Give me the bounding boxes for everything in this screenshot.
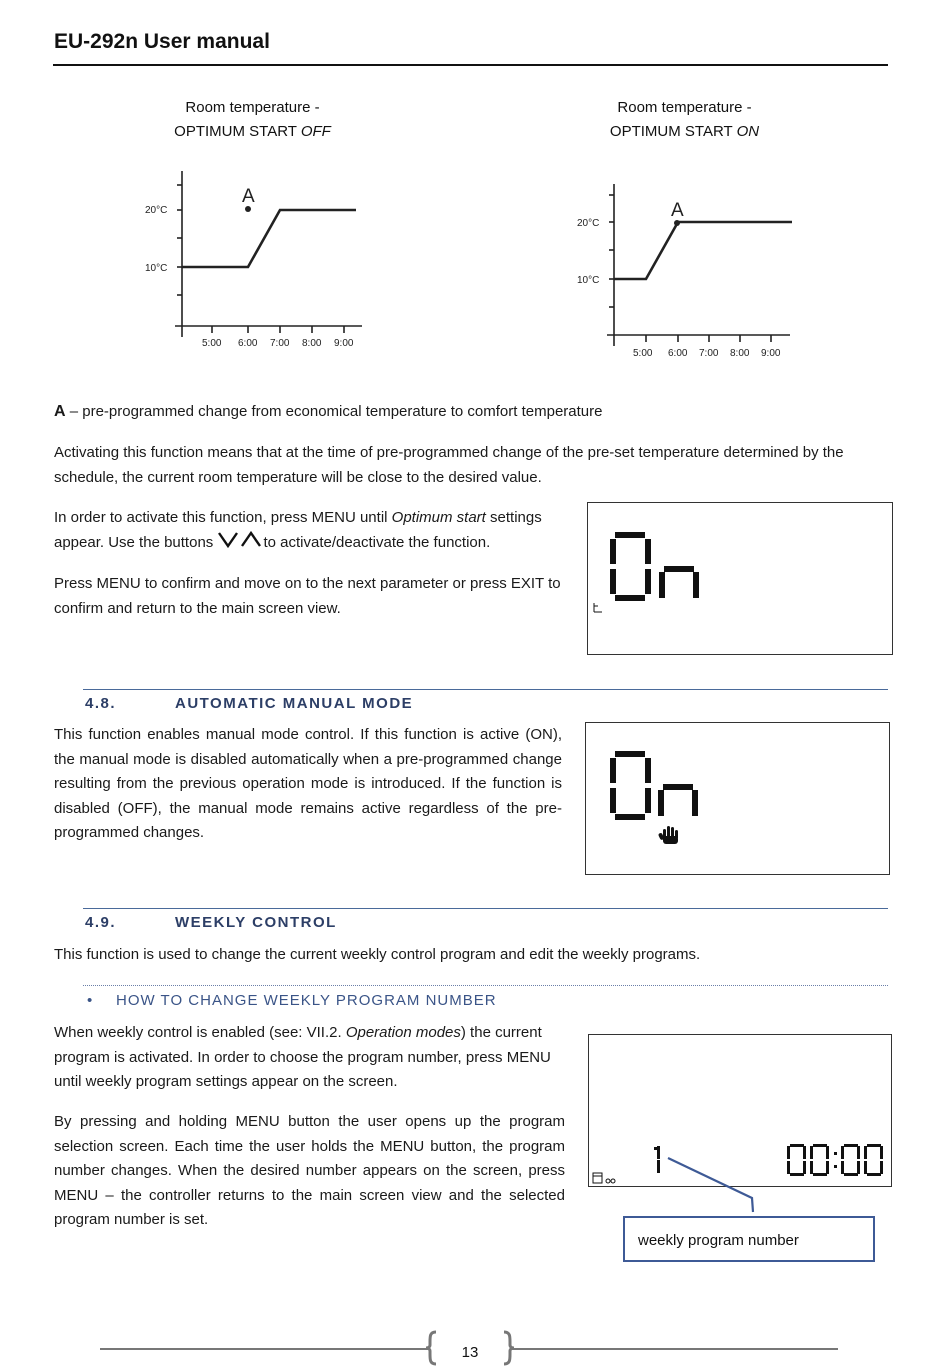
section-48-body: This function enables manual mode control. If this function is active (ON), the manual mode is disabled automatically when a pre-programmed change resulting from the previous operation mode is introduced. If the function is disabled (OFF), the manual mode remains active regardless of the pre-programmed changes. bbox=[54, 726, 562, 841]
subsection-bullet: • bbox=[87, 992, 94, 1009]
temperature-line bbox=[614, 222, 792, 279]
y-tick-label: 10°C bbox=[577, 275, 600, 286]
lcd-display-optimum-start bbox=[587, 502, 893, 655]
infinity-icon bbox=[606, 1179, 615, 1183]
x-tick-label: 9:00 bbox=[761, 348, 781, 359]
lcd-display-manual-mode bbox=[585, 722, 890, 875]
section-title: WEEKLY CONTROL bbox=[175, 914, 337, 931]
section-number: 4.9. bbox=[85, 914, 117, 931]
paragraph-press-menu: Press MENU to confirm and move on to the next parameter or press EXIT to confirm and return to the main screen view. bbox=[54, 575, 561, 617]
y-tick-label: 10°C bbox=[145, 263, 168, 274]
lcd-on-digits bbox=[586, 723, 889, 874]
x-tick-label: 8:00 bbox=[302, 338, 322, 349]
x-tick-label: 6:00 bbox=[668, 348, 688, 359]
section-number: 4.8. bbox=[85, 695, 117, 712]
lcd-time-digits bbox=[787, 1144, 883, 1176]
x-tick-label: 7:00 bbox=[699, 348, 719, 359]
section-title: AUTOMATIC MANUAL MODE bbox=[175, 695, 414, 712]
figure-right-caption-line1: Room temperature - bbox=[617, 99, 752, 116]
lcd-on-digits bbox=[588, 503, 892, 654]
figure-left-caption bbox=[130, 96, 375, 144]
callout-weekly-program-number: weekly program number bbox=[623, 1216, 875, 1262]
figure-right-caption bbox=[562, 96, 807, 144]
temperature-line bbox=[182, 210, 356, 267]
legend-a: A – pre-programmed change from economical temperature to comfort temperature bbox=[54, 403, 603, 420]
x-tick-label: 9:00 bbox=[334, 338, 354, 349]
marker-a-label: A bbox=[671, 200, 684, 221]
paragraph-activate-instructions: In order to activate this function, press MENU until Optimum start settings appear. Use the buttons to activate/deactivate the function. bbox=[54, 509, 542, 551]
figure-left-caption-line1: Room temperature - bbox=[185, 99, 320, 116]
paragraph-pressing-holding: By pressing and holding MENU button the user opens up the program selection screen. Each time the user holds the MENU button, the program number changes. When the desired number appears on the screen, press MENU – the controller returns to the main screen view and the selected program number is set. bbox=[54, 1113, 565, 1228]
figure-left-graph bbox=[130, 165, 380, 365]
y-tick-label: 20°C bbox=[577, 218, 600, 229]
figure-left-caption-line2: OPTIMUM START OFF bbox=[174, 123, 331, 140]
right-brace-icon bbox=[500, 1330, 516, 1366]
figure-right-graph bbox=[570, 180, 810, 375]
callout-connector-line bbox=[660, 1150, 760, 1220]
x-tick-label: 7:00 bbox=[270, 338, 290, 349]
paragraph-activating: Activating this function means that at the time of pre-programmed change of the pre-set temperature determined by the schedule, the current room temperature will be close to the desired value. bbox=[54, 444, 844, 486]
left-brace-icon bbox=[424, 1330, 440, 1366]
y-tick-label: 20°C bbox=[145, 205, 168, 216]
document-title: EU-292n User manual bbox=[54, 30, 270, 53]
x-tick-label: 8:00 bbox=[730, 348, 750, 359]
subsection-title: HOW TO CHANGE WEEKLY PROGRAM NUMBER bbox=[116, 992, 497, 1009]
x-tick-label: 5:00 bbox=[202, 338, 222, 349]
footer-rule-right bbox=[512, 1348, 838, 1350]
page-number: 13 bbox=[461, 1344, 479, 1361]
paragraph-weekly-enabled: When weekly control is enabled (see: VII.2. Operation modes) the current program is activated. In order to choose the program number, press MENU until weekly program settings appear on the screen. bbox=[54, 1024, 551, 1090]
section-rule bbox=[83, 908, 888, 909]
thermometer-icon bbox=[594, 603, 602, 612]
figure-right-caption-line2: OPTIMUM START ON bbox=[609, 123, 760, 140]
header-rule bbox=[53, 64, 888, 66]
hand-icon bbox=[658, 826, 678, 844]
calendar-icon bbox=[593, 1173, 602, 1183]
x-tick-label: 5:00 bbox=[633, 348, 653, 359]
subsection-rule bbox=[83, 985, 888, 986]
marker-a-label: A bbox=[242, 186, 255, 207]
down-up-arrows-icon bbox=[217, 531, 263, 549]
x-tick-label: 6:00 bbox=[238, 338, 258, 349]
section-rule bbox=[83, 689, 888, 690]
footer-rule-left bbox=[100, 1348, 428, 1350]
section-49-body: This function is used to change the current weekly control program and edit the weekly programs. bbox=[54, 946, 701, 963]
